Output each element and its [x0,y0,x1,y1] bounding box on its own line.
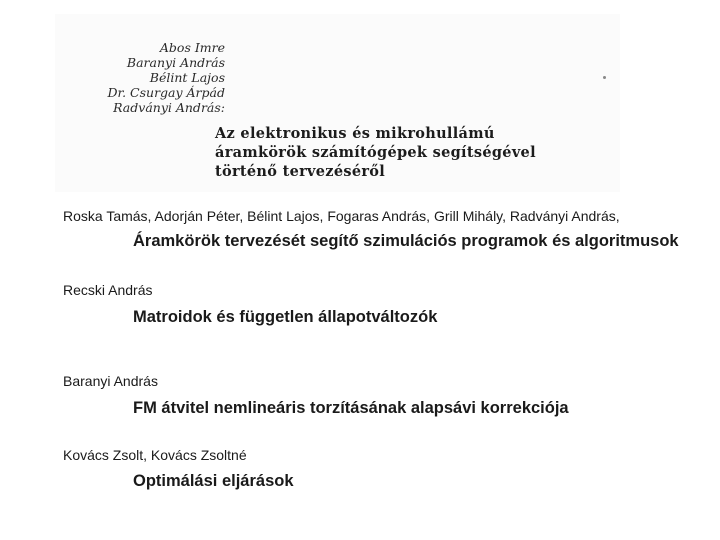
entry-title: FM átvitel nemlineáris torzításának alapsávi korrekciója [133,399,569,417]
scanned-author: Bélint Lajos [149,70,225,85]
entry-authors: Kovács Zsolt, Kovács Zsoltné [63,447,247,463]
entry-authors: Recski András [63,282,153,298]
scan-speck [603,76,606,79]
scanned-title-line: áramkörök számítógépek segítségével [215,144,536,161]
entry-title: Matroidok és független állapotváltozók [133,308,438,326]
scanned-title-line: történő tervezéséről [215,163,386,180]
scanned-author: Dr. Csurgay Árpád [107,85,225,100]
scanned-title [215,124,595,181]
scanned-author: Abos Imre [159,40,225,55]
scanned-author-list [80,40,225,115]
scanned-author: Radványi András: [113,100,225,115]
entry-title: Áramkörök tervezését segítő szimulációs programok és algoritmusok [133,232,679,250]
entry-authors: Baranyi András [63,373,158,389]
entry-authors: Roska Tamás, Adorján Péter, Bélint Lajos, Fogaras András, Grill Mihály, Radványi András, [63,208,620,224]
entry-title: Optimálási eljárások [133,472,294,490]
scanned-title-line: Az elektronikus és mikrohullámú [215,125,495,142]
scanned-author: Baranyi András [126,55,225,70]
